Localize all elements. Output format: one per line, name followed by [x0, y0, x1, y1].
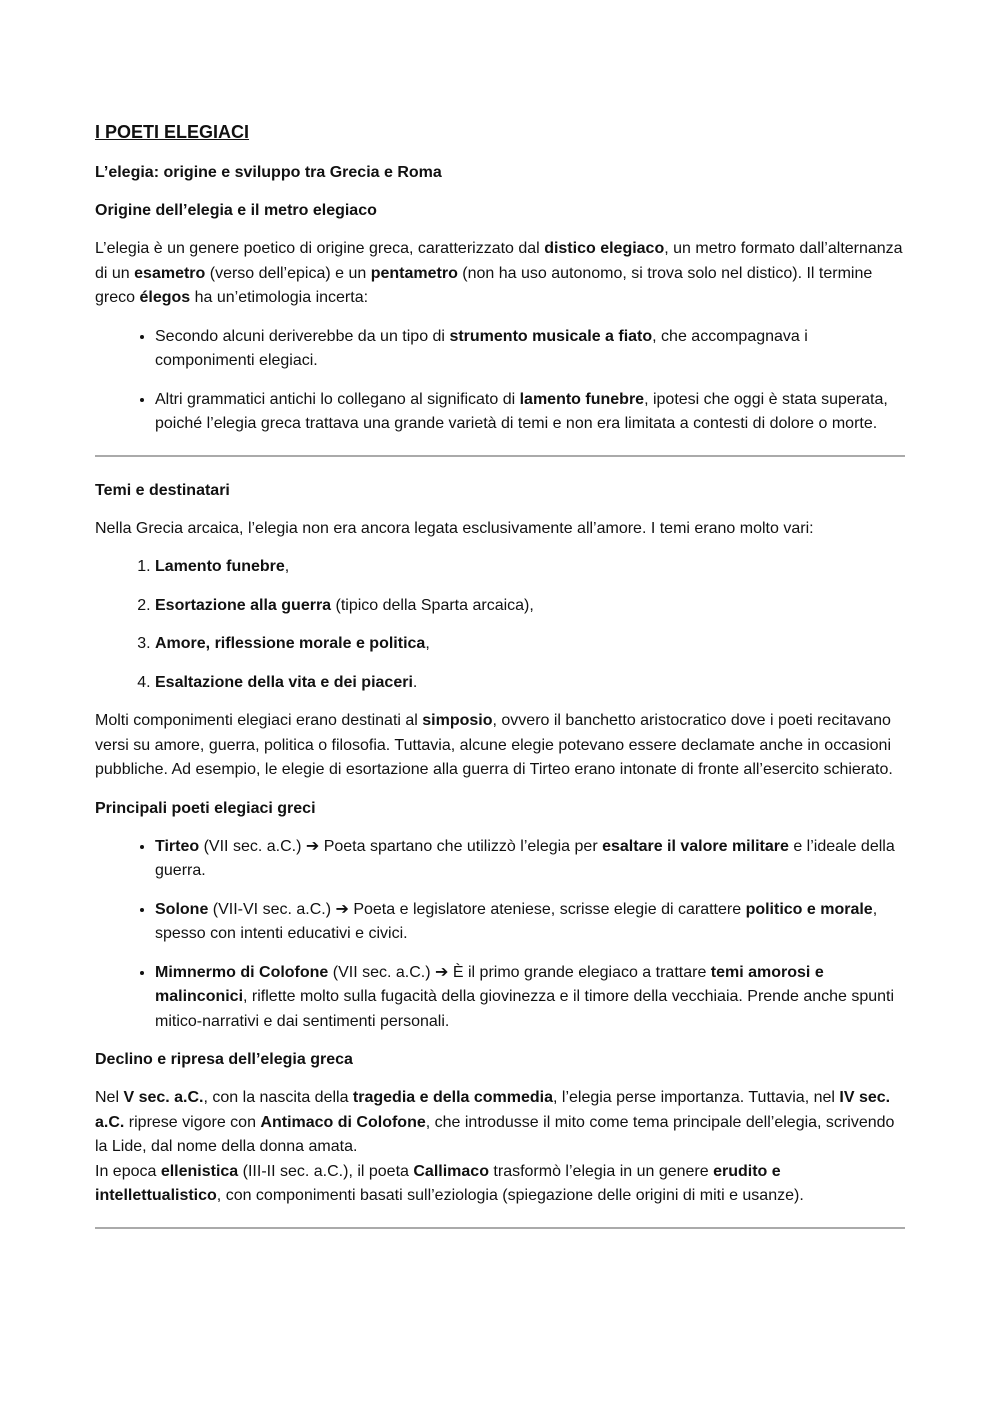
- list-item: • Secondo alcuni deriverebbe da un tipo di strumento musicale a fiato, che accompagnava i componimenti elegiaci.: [155, 325, 905, 374]
- page-title: I POETI ELEGIACI: [95, 122, 250, 142]
- arrow-right-icon: ➔: [335, 900, 349, 918]
- arrow-right-icon: ➔: [305, 837, 320, 855]
- list-item: 1. Lamento funebre,: [155, 555, 905, 580]
- list-item: 3. Amore, riflessione morale e politica,: [155, 632, 905, 657]
- section-heading-declino: Declino e ripresa dell’elegia greca: [95, 1051, 353, 1068]
- list-item: • Tirteo (VII sec. a.C.) ➔ Poeta spartano che utilizzò l’elegia per esaltare il valore militare e l’ideale della guerra.: [155, 835, 905, 884]
- section-heading-poeti: Principali poeti elegiaci greci: [95, 799, 316, 817]
- paragraph-origine: L’elegia è un genere poetico di origine greca, caratterizzato dal distico elegiaco, un metro formato dall’alternanza di un esametro (verso dell’epica) e un pentametro (non ha uso autonomo, si trova solo nel distico). Il termine greco élegos ha un’etimologia incerta:: [95, 240, 903, 306]
- poeti-list: [95, 835, 905, 1035]
- subtitle: L’elegia: origine e sviluppo tra Grecia e Roma: [95, 164, 442, 181]
- temi-list: [95, 555, 905, 695]
- arrow-right-icon: ➔: [435, 963, 449, 981]
- list-item: • Mimnermo di Colofone (VII sec. a.C.) ➔ È il primo grande elegiaco a trattare temi amorosi e malinconici, riflette molto sulla fugacità della giovinezza e il timore della vecchiaia. Prende anche spunti mitico-narrativi e dai sentimenti personali.: [155, 961, 905, 1035]
- section-heading-origine: Origine dell’elegia e il metro elegiaco: [95, 202, 377, 219]
- list-item: • Altri grammatici antichi lo collegano al significato di lamento funebre, ipotesi che oggi è stata superata, poiché l’elegia greca trattava una grande varietà di temi e non era limitata a contesti di dolore o morte.: [155, 388, 905, 437]
- section-heading-temi: Temi e destinatari: [95, 481, 230, 499]
- list-item: 2. Esortazione alla guerra (tipico della Sparta arcaica),: [155, 594, 905, 619]
- paragraph-simposio: Molti componimenti elegiaci erano destinati al simposio, ovvero il banchetto aristocratico dove i poeti recitavano versi su amore, guerra, politica o filosofia. Tuttavia, alcune elegie potevano essere declamate anche in occasioni pubbliche. Ad esempio, le elegie di esortazione alla guerra di Tirteo erano intonate di fronte all’esercito schierato.: [95, 712, 893, 778]
- paragraph-declino: Nel V sec. a.C., con la nascita della tragedia e della commedia, l’elegia perse importanza. Tuttavia, nel IV sec. a.C. riprese vigore con Antimaco di Colofone, che introdusse il mito come tema principale dell’elegia, scrivendo la Lide, dal nome della donna amata. In epoca ellenistica (III-II sec. a.C.), il poeta Callimaco trasformò l’elegia in un genere erudito e intellettualistico, con componimenti basati sull’eziologia (spiegazione delle origini di miti e usanze).: [95, 1089, 895, 1204]
- document-content: [95, 119, 905, 1251]
- etimologia-list: [95, 325, 905, 437]
- paragraph-temi-intro: Nella Grecia arcaica, l’elegia non era ancora legata esclusivamente all’amore. I temi erano molto vari:: [95, 519, 814, 537]
- list-item: • Solone (VII-VI sec. a.C.) ➔ Poeta e legislatore ateniese, scrisse elegie di carattere politico e morale, spesso con intenti educativi e civici.: [155, 898, 905, 947]
- list-item: 4. Esaltazione della vita e dei piaceri.: [155, 671, 905, 696]
- section-divider: [95, 1227, 905, 1229]
- section-divider: [95, 455, 905, 457]
